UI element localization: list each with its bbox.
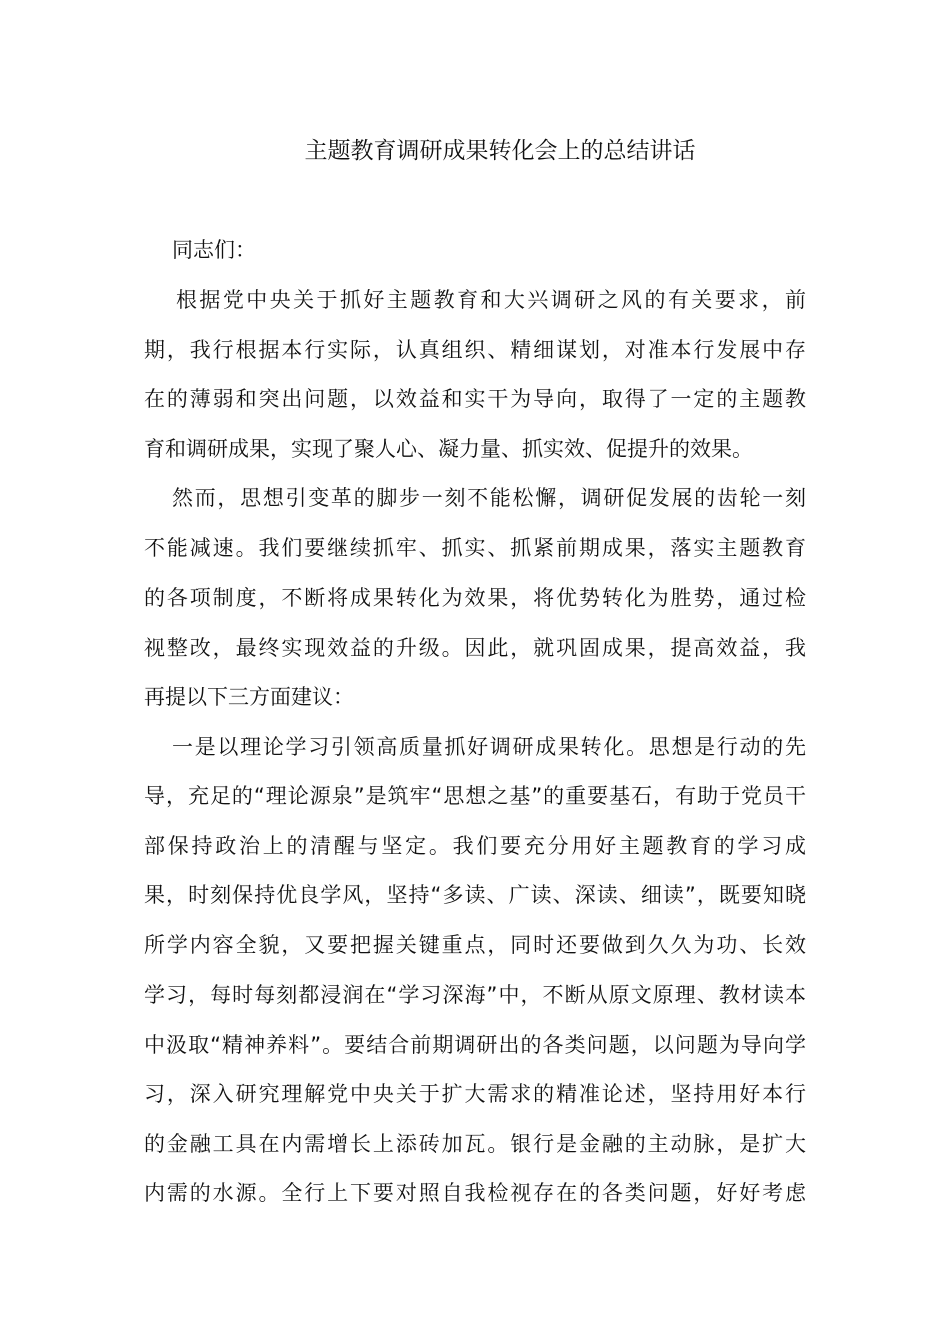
paragraph-line: 的各项制度，不断将成果转化为效果，将优势转化为胜势，通过检 [144, 586, 806, 610]
paragraph-line: 育和调研成果，实现了聚人心、凝力量、抓实效、促提升的效果。 [144, 437, 753, 461]
paragraph-line: 内需的水源。全行上下要对照自我检视存在的各类问题，好好考虑 [144, 1181, 806, 1205]
paragraph-line: 根据党中央关于抓好主题教育和大兴调研之风的有关要求，前 [176, 288, 806, 312]
paragraph-line: 再提以下三方面建议： [144, 685, 354, 709]
paragraph-line: 部保持政治上的清醒与坚定。我们要充分用好主题教育的学习成 [144, 834, 806, 858]
paragraph-line: 导，充足的“理论源泉”是筑牢“思想之基”的重要基石，有助于党员干 [144, 784, 806, 808]
paragraph-line: 的金融工具在内需增长上添砖加瓦。银行是金融的主动脉，是扩大 [144, 1132, 806, 1156]
paragraph-line: 习，深入研究理解党中央关于扩大需求的精准论述，坚持用好本行 [144, 1082, 806, 1106]
paragraph-line: 在的薄弱和突出问题，以效益和实干为导向，取得了一定的主题教 [144, 387, 806, 411]
paragraph-line: 视整改，最终实现效益的升级。因此，就巩固成果，提高效益，我 [144, 636, 806, 660]
paragraph-line: 期，我行根据本行实际，认真组织、精细谋划，对准本行发展中存 [144, 338, 806, 362]
paragraph-line: 不能减速。我们要继续抓牢、抓实、抓紧前期成果，落实主题教育 [144, 536, 806, 560]
paragraph-line: 一是以理论学习引领高质量抓好调研成果转化。思想是行动的先 [172, 735, 806, 759]
paragraph-line: 然而，思想引变革的脚步一刻不能松懈，调研促发展的齿轮一刻 [172, 486, 806, 510]
document-title: 主题教育调研成果转化会上的总结讲话 [304, 138, 696, 164]
salutation: 同志们： [172, 238, 256, 262]
paragraph-line: 中汲取“精神养料”。要结合前期调研出的各类问题，以问题为导向学 [144, 1033, 806, 1057]
paragraph-line: 所学内容全貌，又要把握关键重点，同时还要做到久久为功、长效 [144, 933, 806, 957]
paragraph-line: 果，时刻保持优良学风，坚持“多读、广读、深读、细读”，既要知晓 [144, 883, 806, 907]
paragraph-line: 学习，每时每刻都浸润在“学习深海”中，不断从原文原理、教材读本 [144, 983, 806, 1007]
